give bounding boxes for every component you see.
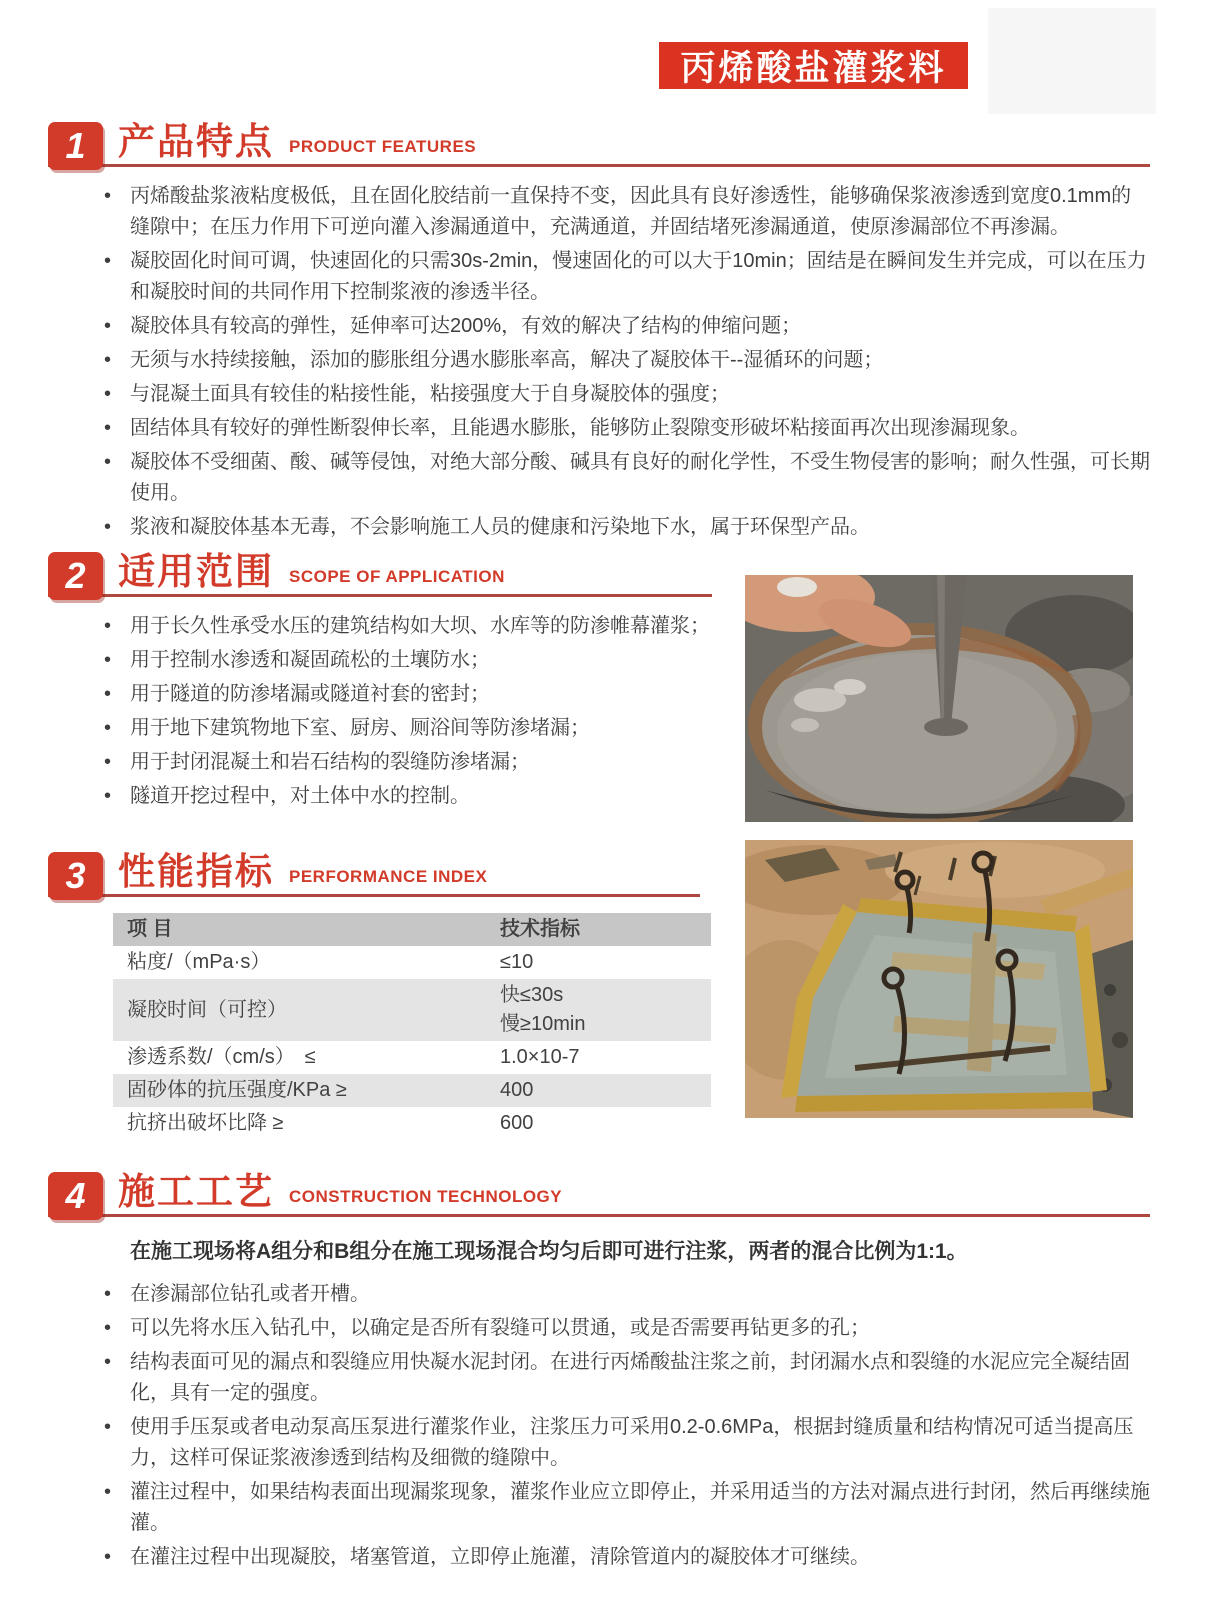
section-header	[48, 1172, 1150, 1217]
table-header-item: 项 目	[127, 918, 173, 940]
performance-table	[113, 913, 711, 1140]
list-item: • 凝胶体具有较高的弹性，延伸率可达200%，有效的解决了结构的伸缩问题；	[96, 311, 1150, 342]
table-row	[113, 979, 711, 1041]
section-header	[48, 122, 1150, 167]
section-title: 产品特点	[118, 121, 274, 162]
section-number-badge: 2	[48, 552, 103, 600]
section-number-badge: 4	[48, 1172, 103, 1220]
table-cell-item: 抗挤出破坏比降 ≥	[127, 1112, 284, 1134]
table-row	[113, 946, 711, 979]
list-item: • 可以先将水压入钻孔中，以确定是否所有裂缝可以贯通，或是否需要再钻更多的孔；	[96, 1313, 1150, 1344]
table-cell-value: ≤10	[500, 951, 534, 973]
list-item: • 丙烯酸盐浆液粘度极低，且在固化胶结前一直保持不变，因此具有良好渗透性，能够确保浆液渗透到宽度0.1mm的缝隙中；在压力作用下可逆向灌入渗漏通道中，充满通道，并固结堵死渗漏通道，使原渗漏部位不再渗漏。	[96, 181, 1150, 243]
section-subtitle: PERFORMANCE INDEX	[289, 867, 488, 886]
list-item: • 用于封闭混凝土和岩石结构的裂缝防渗堵漏；	[96, 747, 712, 778]
list-item: • 固结体具有较好的弹性断裂伸长率，且能遇水膨胀，能够防止裂隙变形破坏粘接面再次出现渗漏现象。	[96, 413, 1150, 444]
table-row	[113, 1041, 711, 1074]
list-item: • 在渗漏部位钻孔或者开槽。	[96, 1279, 1150, 1310]
table-cell-item: 固砂体的抗压强度/KPa ≥	[127, 1079, 347, 1101]
list-item: • 凝胶体不受细菌、酸、碱等侵蚀，对绝大部分酸、碱具有良好的耐化学性，不受生物侵害的影响；耐久性强，可长期使用。	[96, 447, 1150, 509]
section-number-badge: 3	[48, 852, 103, 900]
section-header	[48, 552, 712, 597]
table-cell-item: 渗透系数/（cm/s） ≤	[127, 1046, 316, 1068]
table-cell-value: 1.0×10-7	[500, 1046, 580, 1068]
section-subtitle: PRODUCT FEATURES	[289, 137, 477, 156]
section-scope-of-application	[48, 552, 712, 815]
section-subtitle: SCOPE OF APPLICATION	[289, 567, 505, 586]
section-title: 施工工艺	[118, 1171, 274, 1212]
list-item: • 用于控制水渗透和凝固疏松的土壤防水；	[96, 645, 712, 676]
list-item: • 浆液和凝胶体基本无毒，不会影响施工人员的健康和污染地下水，属于环保型产品。	[96, 512, 1150, 543]
list-item: • 结构表面可见的漏点和裂缝应用快凝水泥封闭。在进行丙烯酸盐注浆之前，封闭漏水点和裂缝的水泥应完全凝结固化，具有一定的强度。	[96, 1347, 1150, 1409]
list-item: • 在灌注过程中出现凝胶，堵塞管道，立即停止施灌，清除管道内的凝胶体才可继续。	[96, 1542, 1150, 1573]
construction-steps-list	[96, 1279, 1150, 1573]
list-item: • 用于长久性承受水压的建筑结构如大坝、水库等的防渗帷幕灌浆；	[96, 611, 712, 642]
list-item: • 灌注过程中，如果结构表面出现漏浆现象，灌浆作业应立即停止，并采用适当的方法对漏点进行封闭，然后再继续施灌。	[96, 1477, 1150, 1539]
section-subtitle: CONSTRUCTION TECHNOLOGY	[289, 1187, 563, 1206]
section-header	[48, 852, 700, 897]
scan-artifact	[988, 8, 1156, 114]
value-fast: 快≤30s	[500, 984, 564, 1006]
list-item: • 使用手压泵或者电动泵高压泵进行灌浆作业，注浆压力可采用0.2-0.6MPa，根据封缝质量和结构情况可适当提高压力，这样可保证浆液渗透到结构及细微的缝隙中。	[96, 1412, 1150, 1474]
table-cell-value	[486, 979, 711, 1041]
section-title: 适用范围	[118, 551, 274, 592]
list-item: • 无须与水持续接触，添加的膨胀组分遇水膨胀率高，解决了凝胶体干--湿循环的问题；	[96, 345, 1150, 376]
slurry-mixing-photo	[745, 575, 1133, 822]
section-performance-index	[48, 852, 700, 1140]
formwork-grouting-photo	[745, 840, 1133, 1118]
table-header-row	[113, 913, 711, 946]
section-product-features	[48, 122, 1150, 546]
list-item: • 用于隧道的防渗堵漏或隧道衬套的密封；	[96, 679, 712, 710]
scope-list	[96, 611, 712, 812]
table-header-value: 技术指标	[500, 918, 580, 940]
product-title-banner: 丙烯酸盐灌浆料	[659, 42, 968, 89]
list-item: • 隧道开挖过程中，对土体中水的控制。	[96, 781, 712, 812]
section-number-badge: 1	[48, 122, 103, 170]
list-item: • 凝胶固化时间可调，快速固化的只需30s-2min，慢速固化的可以大于10min；固结是在瞬间发生并完成，可以在压力和凝胶时间的共同作用下控制浆液的渗透半径。	[96, 246, 1150, 308]
list-item: • 与混凝土面具有较佳的粘接性能，粘接强度大于自身凝胶体的强度；	[96, 379, 1150, 410]
mixing-ratio-note: 在施工现场将A组分和B组分在施工现场混合均匀后即可进行注浆，两者的混合比例为1:1。	[130, 1240, 968, 1263]
list-item: • 用于地下建筑物地下室、厨房、厕浴间等防渗堵漏；	[96, 713, 712, 744]
table-cell-value: 600	[500, 1112, 534, 1134]
table-cell-item: 粘度/（mPa·s）	[127, 951, 271, 973]
table-cell-value: 400	[500, 1079, 534, 1101]
value-slow: 慢≥10min	[500, 1013, 586, 1035]
table-row	[113, 1107, 711, 1140]
section-title: 性能指标	[118, 851, 274, 892]
table-cell-item: 凝胶时间（可控）	[127, 998, 287, 1021]
table-row	[113, 1074, 711, 1107]
features-list	[96, 181, 1150, 543]
section-construction-technology	[48, 1172, 1150, 1576]
